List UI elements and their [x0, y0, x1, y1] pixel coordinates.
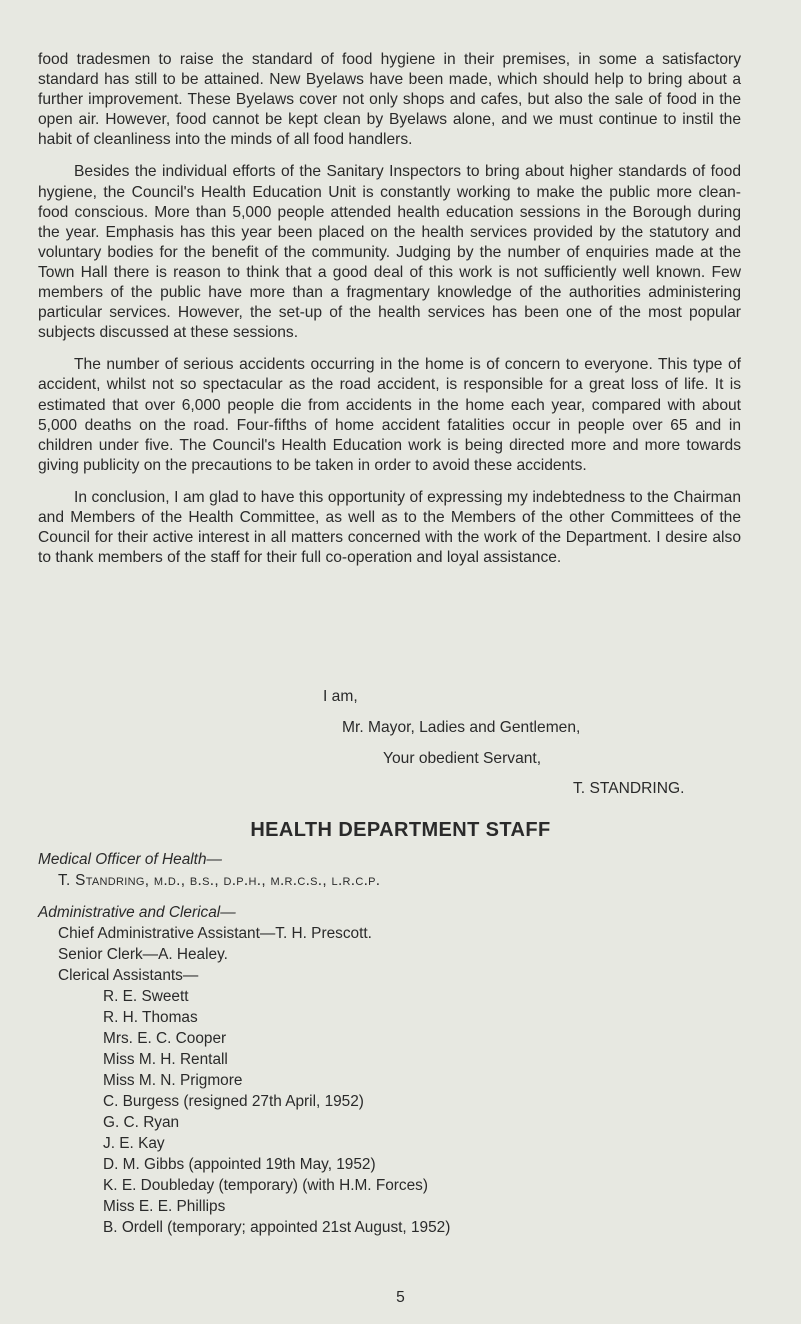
list-item: B. Ordell (temporary; appointed 21st August, 1952): [103, 1219, 451, 1236]
list-item: C. Burgess (resigned 27th April, 1952): [103, 1093, 364, 1110]
closing-obedient-servant: Your obedient Servant,: [383, 750, 542, 767]
signature: T. STANDRING.: [573, 780, 685, 797]
paragraph-food-hygiene: food tradesmen to raise the standard of food hygiene in their premises, in some a satisfactory standard has still to be attained. New Byelaws have been made, which should help to bring about a further improvement. These Byelaws cover not only shops and cafes, but also the sale of food in the open air. However, food cannot be kept clean by Byelaws alone, and we must continue to instil the habit of cleanliness into the minds of all food handlers.: [38, 51, 741, 149]
list-item: D. M. Gibbs (appointed 19th May, 1952): [103, 1156, 376, 1173]
page-number: 5: [396, 1289, 405, 1306]
section-heading: HEALTH DEPARTMENT STAFF: [250, 819, 551, 841]
list-item: R. H. Thomas: [103, 1009, 198, 1026]
list-item: G. C. Ryan: [103, 1114, 180, 1131]
admin-clerical-label: Administrative and Clerical—: [38, 904, 236, 921]
list-item: Miss M. N. Prigmore: [103, 1072, 243, 1089]
list-item: Mrs. E. C. Cooper: [103, 1030, 227, 1047]
moh-name: T. Standring, m.d., b.s., d.p.h., m.r.c.s., l.r.c.p.: [58, 872, 381, 889]
list-item: K. E. Doubleday (temporary) (with H.M. Forces): [103, 1177, 428, 1194]
paragraph-conclusion: In conclusion, I am glad to have this opportunity of expressing my indebtedness to the Chairman and Members of the Health Committee, as well as to the Members of the other Committees of the Council for their active interest in all matters concerned with the work of the Department. I desire also to thank members of the staff for their full co-operation and loyal assistance.: [38, 488, 741, 567]
paragraph-home-accidents: The number of serious accidents occurring in the home is of concern to everyone. This type of accident, whilst not so spectacular as the road accident, is responsible for a great loss of life. It is estimated that over 6,000 people die from accidents in the home each year, compared with about 5,000 deaths on the road. Four-fifths of home accident fatalities occur in people over 65 and in children under five. The Council's Health Education work is being directed more and more towards giving publicity on the precautions to be taken in order to avoid these accidents.: [38, 356, 741, 474]
senior-clerk: Senior Clerk—A. Healey.: [58, 946, 228, 963]
clerical-assistants-label: Clerical Assistants—: [58, 967, 199, 984]
chief-admin-assistant: Chief Administrative Assistant—T. H. Prescott.: [58, 925, 372, 942]
paragraph-health-education: Besides the individual efforts of the Sanitary Inspectors to bring about higher standards of food hygiene, the Council's Health Education Unit is constantly working to make the public more clean-food conscious. More than 5,000 people attended health education sessions in the Borough during the year. Emphasis has this year been placed on the health services provided by the statutory and voluntary bodies for the benefit of the community. Judging by the number of enquiries made at the Town Hall there is reason to think that a good deal of this work is not sufficiently well known. Few members of the public have more than a fragmentary knowledge of the authorities administering particular services. However, the set-up of the health services has been one of the most popular subjects discussed at these sessions.: [38, 163, 741, 342]
closing-salutation: Mr. Mayor, Ladies and Gentlemen,: [342, 719, 581, 736]
list-item: J. E. Kay: [103, 1135, 165, 1152]
moh-label: Medical Officer of Health—: [38, 851, 222, 868]
list-item: Miss E. E. Phillips: [103, 1198, 226, 1215]
report-body: [38, 50, 741, 580]
list-item: Miss M. H. Rentall: [103, 1051, 228, 1068]
closing-i-am: I am,: [323, 688, 358, 705]
list-item: R. E. Sweett: [103, 988, 189, 1005]
